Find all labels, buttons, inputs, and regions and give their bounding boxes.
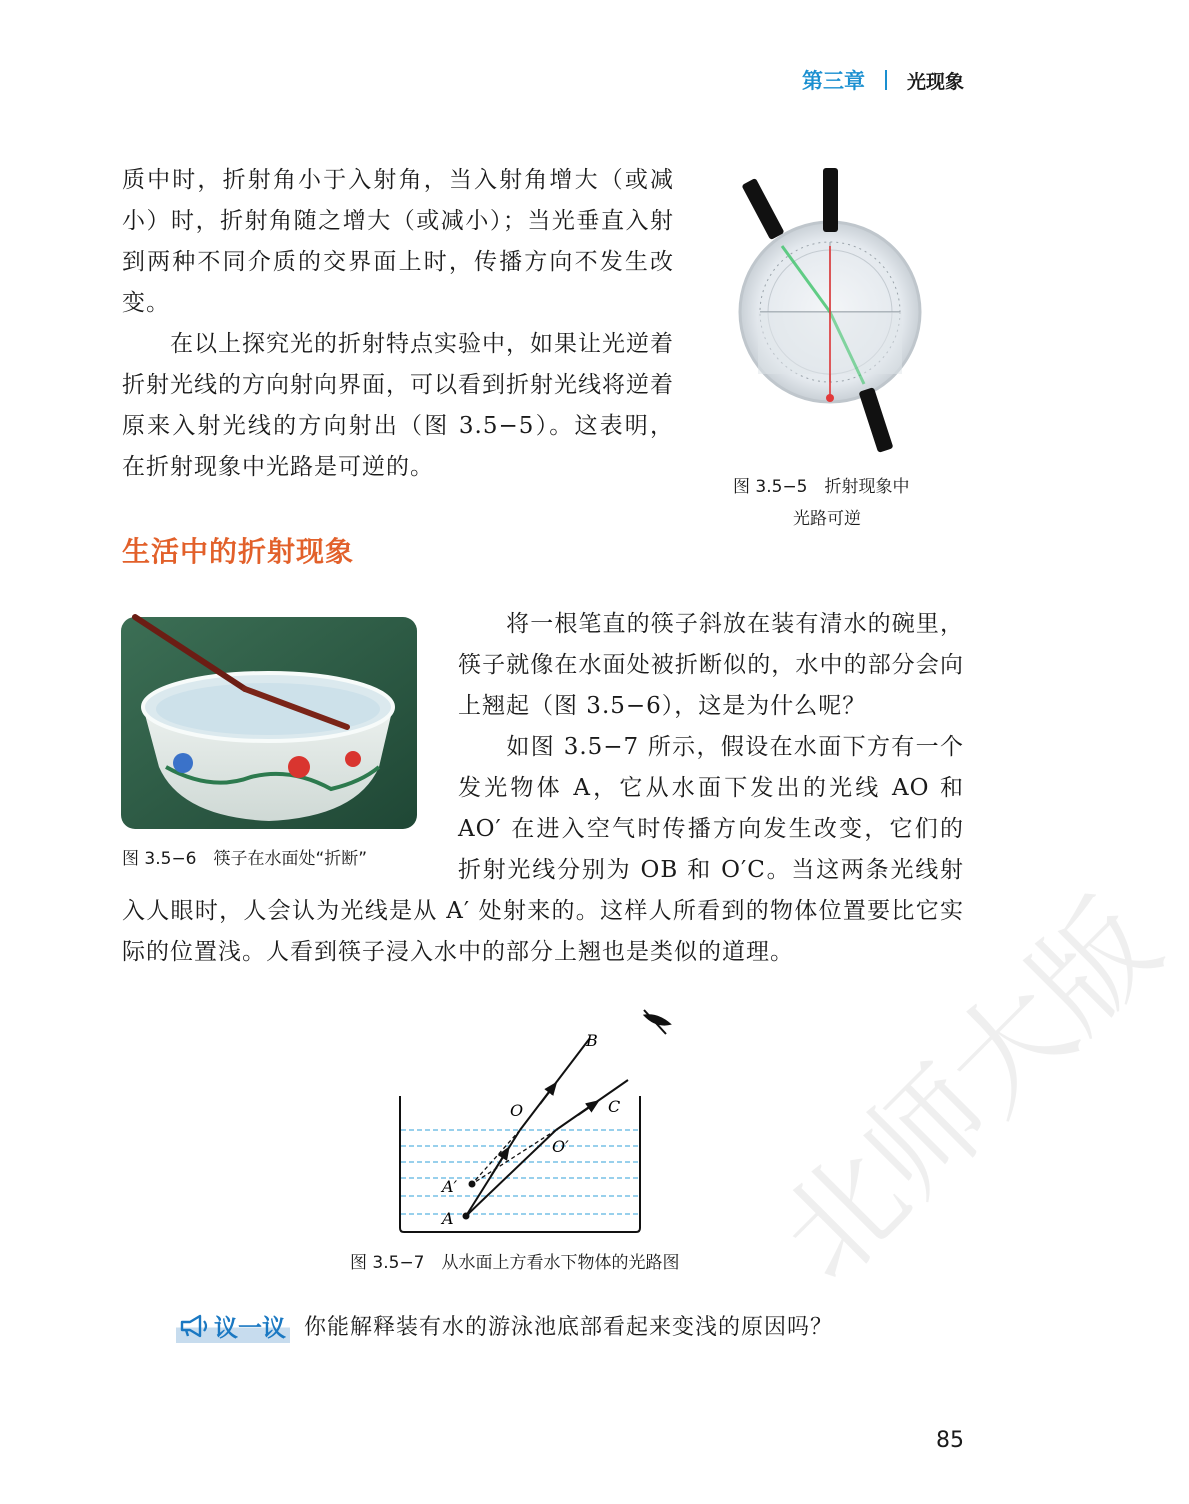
- figure-355-caption-line2: 光路可逆: [793, 509, 861, 529]
- section-title: 生活中的折射现象: [122, 535, 355, 568]
- header-divider: [885, 70, 887, 90]
- point-A-prime: [469, 1181, 476, 1188]
- refraction-disc-figure: [728, 162, 928, 462]
- paragraph-reversible: [122, 324, 674, 488]
- point-A: [463, 1213, 470, 1220]
- paragraph-text: 质中时，折射角小于入射角，当入射角增大（或减小）时，折射角随之增大（或减小）；当光垂直入射到两种不同介质的交界面上时，传播方向不发生改变。: [122, 167, 674, 316]
- refraction-ray-diagram: [390, 1000, 690, 1240]
- red-spot: [826, 394, 834, 402]
- section-label: 光现象: [906, 70, 964, 93]
- paragraph-explanation: [122, 727, 964, 973]
- discuss-tag: [176, 1308, 290, 1343]
- watermark: 北师大版: [753, 874, 1185, 1306]
- label-A-prime: A′: [442, 1177, 458, 1196]
- discussion-prompt: [176, 1308, 833, 1343]
- paragraph-chopstick: [458, 604, 964, 727]
- ray-OB: [520, 1038, 590, 1130]
- label-A: A: [442, 1209, 454, 1228]
- ray-OB-arrow: [540, 1087, 553, 1104]
- label-O: O: [510, 1101, 524, 1120]
- label-O-prime: O′: [552, 1137, 569, 1156]
- page-number: 85: [936, 1428, 964, 1453]
- figure-357-caption: 图 3.5−7 从水面上方看水下物体的光路图: [350, 1253, 680, 1273]
- figure-355-caption-line1: 图 3.5−5 折射现象中: [733, 477, 910, 497]
- discuss-question: 你能解释装有水的游泳池底部看起来变浅的原因吗？: [304, 1315, 834, 1340]
- paragraph-refraction-rule: [122, 160, 674, 324]
- paragraph-text: 如图 3.5−7 所示，假设在水面下方有一个发光物体 A，它从水面下发出的光线 AO 和 AO′ 在进入空气时传播方向发生改变，它们的折射光线分别为 OB 和 O′C。当这两条光线射入人眼时，人会认为光线是从 A′ 处射来的。这样人所看到的物体位置要比它实际的位置浅。人看到筷子浸入水中的部分上翘也是类似的道理。: [122, 734, 964, 965]
- megaphone-icon: [180, 1314, 210, 1338]
- chapter-label: 第三章: [801, 69, 865, 93]
- laser-pen-left: [741, 178, 784, 240]
- laser-pen-bottom: [859, 387, 894, 453]
- discuss-label: 议一议: [214, 1314, 286, 1342]
- page-header: [802, 64, 964, 96]
- label-B: B: [586, 1031, 598, 1050]
- label-C: C: [608, 1097, 621, 1116]
- laser-pen-top: [823, 168, 838, 232]
- text-wrap-spacer: [122, 727, 458, 891]
- ray-AO-arrow: [491, 1152, 506, 1176]
- paragraph-text: 在以上探究光的折射特点实验中，如果让光逆着折射光线的方向射向界面，可以看到折射光线将逆着原来入射光线的方向射出（图 3.5−5）。这表明，在折射现象中光路是可逆的。: [122, 331, 674, 480]
- figure-356-caption: 图 3.5−6 筷子在水面处“折断”: [122, 849, 368, 869]
- paragraph-text: 将一根笔直的筷子斜放在装有清水的碗里，筷子就像在水面处被折断似的，水中的部分会向上翘起（图 3.5−6），这是为什么呢？: [458, 611, 964, 719]
- ray-OC-arrow: [578, 1104, 594, 1115]
